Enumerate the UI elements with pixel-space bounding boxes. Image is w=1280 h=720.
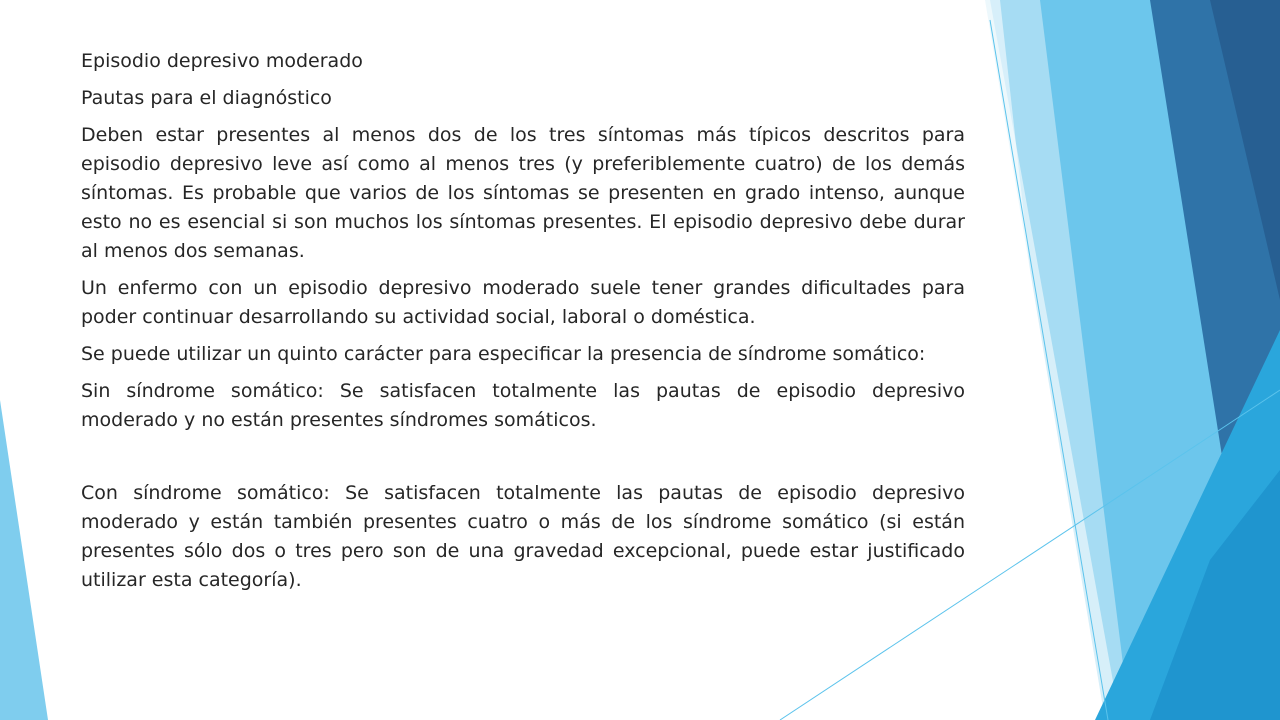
left-edge-triangle	[0, 400, 48, 720]
paragraph-impact: Un enfermo con un episodio depresivo moderado suele tener grandes dificultades para poder continuar desarrollando su actividad social, laboral o doméstica.	[81, 277, 965, 328]
paragraph-without-somatic: Sin síndrome somático: Se satisfacen totalmente las pautas de episodio depresivo moderado y no están presentes síndromes somáticos.	[81, 380, 965, 431]
paragraph-with-somatic: Con síndrome somático: Se satisfacen totalmente las pautas de episodio depresivo moderado y están también presentes cuatro o más de los síndrome somático (si están presentes sólo dos o tres pero son de una gravedad excepcional, puede estar justificado utilizar esta categoría).	[81, 482, 965, 591]
slide-subtitle: Pautas para el diagnóstico	[81, 87, 332, 109]
slide-title: Episodio depresivo moderado	[81, 50, 363, 72]
slide-body	[81, 47, 965, 595]
paragraph-fifth-character: Se puede utilizar un quinto carácter para especificar la presencia de síndrome somático:	[81, 343, 926, 365]
paragraph-criteria: Deben estar presentes al menos dos de los tres síntomas más típicos descritos para episodio depresivo leve así como al menos tres (y preferiblemente cuatro) de los demás síntomas. Es probable que varios de los síntomas se presenten en grado intenso, aunque esto no es esencial si son muchos los síntomas presentes. El episodio depresivo debe durar al menos dos semanas.	[81, 124, 965, 262]
